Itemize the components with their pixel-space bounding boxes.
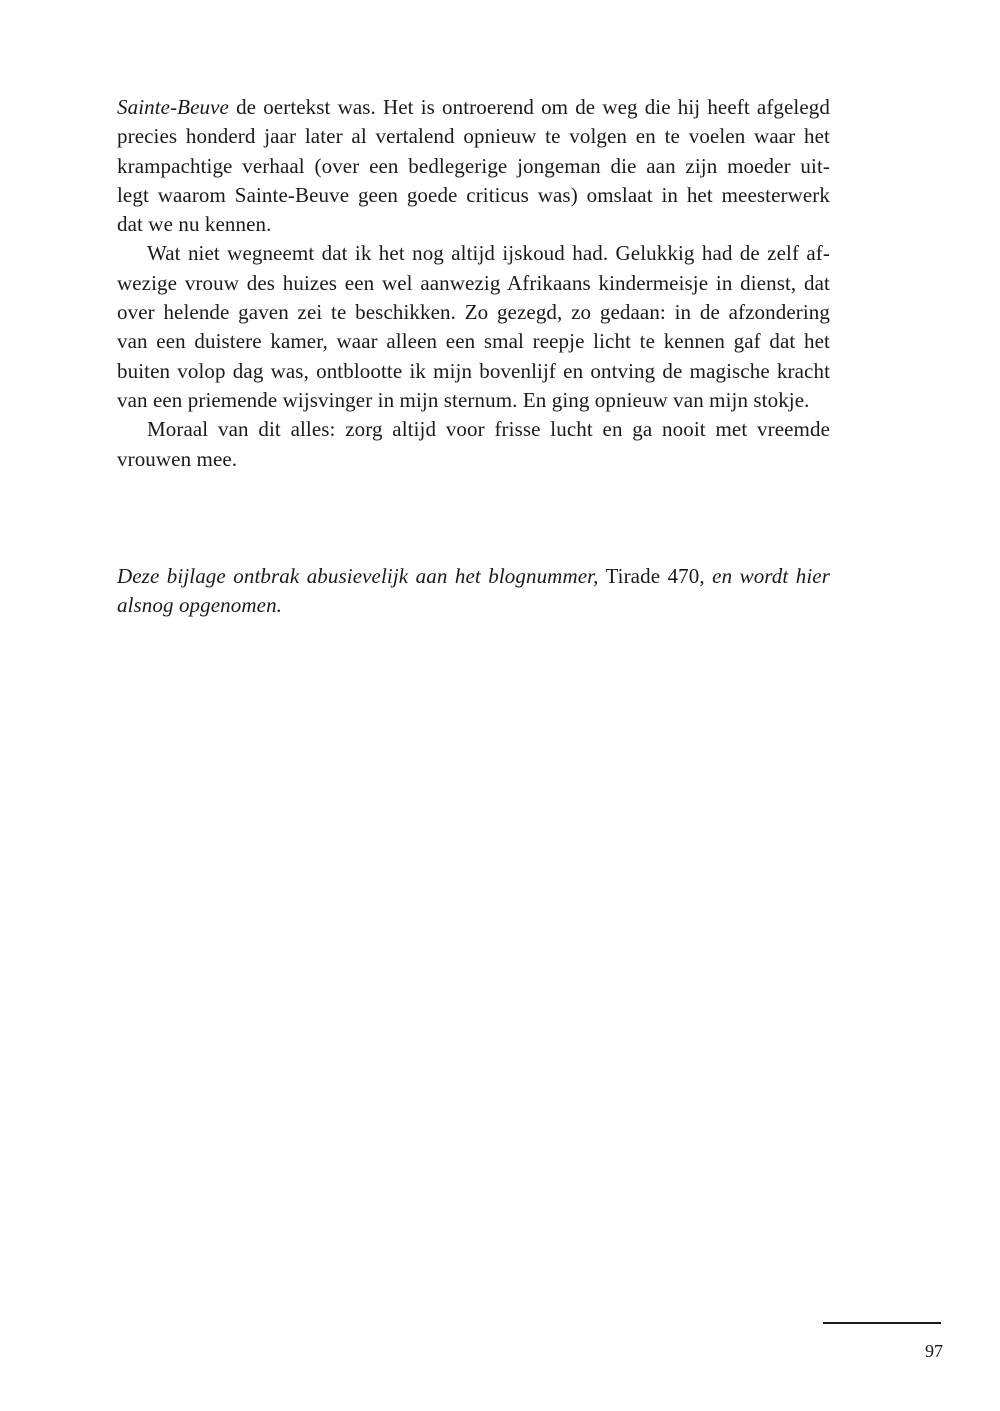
text-line — [117, 445, 830, 474]
text-line — [117, 591, 830, 620]
paragraph — [117, 239, 830, 415]
text-line — [117, 93, 830, 122]
text-line — [117, 357, 830, 386]
text-line — [117, 152, 830, 181]
italic-text-segment: alsnog opgenomen. — [117, 593, 283, 618]
text-segment: van een priemende wijsvinger in mijn sternum. En ging opnieuw van mijn stokje. — [117, 387, 810, 412]
italic-text-segment: Deze bijlage ontbrak abusievelijk aan het blognummer, — [117, 563, 599, 588]
italic-text-segment: Sainte-Beuve — [117, 95, 229, 119]
text-line — [117, 386, 830, 415]
text-line — [117, 327, 830, 356]
text-segment: wezige vrouw des huizes een wel aanwezig Afrikaans kindermeisje in dienst, dat — [117, 270, 830, 295]
paragraph — [117, 562, 830, 621]
text-line — [117, 298, 830, 327]
paragraph — [117, 93, 830, 239]
text-segment: vrouwen mee. — [117, 446, 238, 471]
text-line — [117, 122, 830, 151]
text-segment: over helende gaven zei te beschikken. Zo gezegd, zo gedaan: in de afzondering — [117, 300, 830, 325]
italic-text-segment: en wordt hier — [704, 563, 830, 588]
text-line — [117, 181, 830, 210]
text-segment: buiten volop dag was, ontblootte ik mijn bovenlijf en ontving de magische kracht — [117, 358, 830, 383]
page-number: 97 — [925, 1341, 943, 1361]
footer-rule — [823, 1322, 941, 1324]
text-segment: Wat niet wegneemt dat ik het nog altijd ijskoud had. Gelukkig had de zelf af- — [147, 241, 830, 266]
text-segment: de oertekst was. Het is ontroerend om de weg die hij heeft afgelegd — [228, 95, 830, 119]
paragraph — [117, 415, 830, 474]
text-segment: legt waarom Sainte-Beuve geen goede criticus was) omslaat in het meesterwerk — [117, 182, 830, 207]
text-segment: van een duistere kamer, waar alleen een smal reepje licht te kennen gaf dat het — [117, 329, 830, 354]
text-line — [117, 269, 830, 298]
text-segment: dat we nu kennen. — [117, 212, 272, 237]
text-line — [117, 239, 830, 268]
text-segment: precies honderd jaar later al vertalend opnieuw te volgen en te voelen waar het — [117, 124, 830, 149]
text-line — [117, 210, 830, 239]
paragraph-spacer — [117, 474, 830, 562]
text-segment: Tirade 470, — [598, 563, 705, 588]
text-segment: krampachtige verhaal (over een bedlegerige jongeman die aan zijn moeder uit- — [117, 153, 830, 178]
text-line — [117, 415, 830, 444]
text-line — [117, 562, 830, 591]
text-segment: Moraal van dit alles: zorg altijd voor frisse lucht en ga nooit met vreemde — [147, 417, 830, 442]
body-text — [117, 93, 830, 620]
